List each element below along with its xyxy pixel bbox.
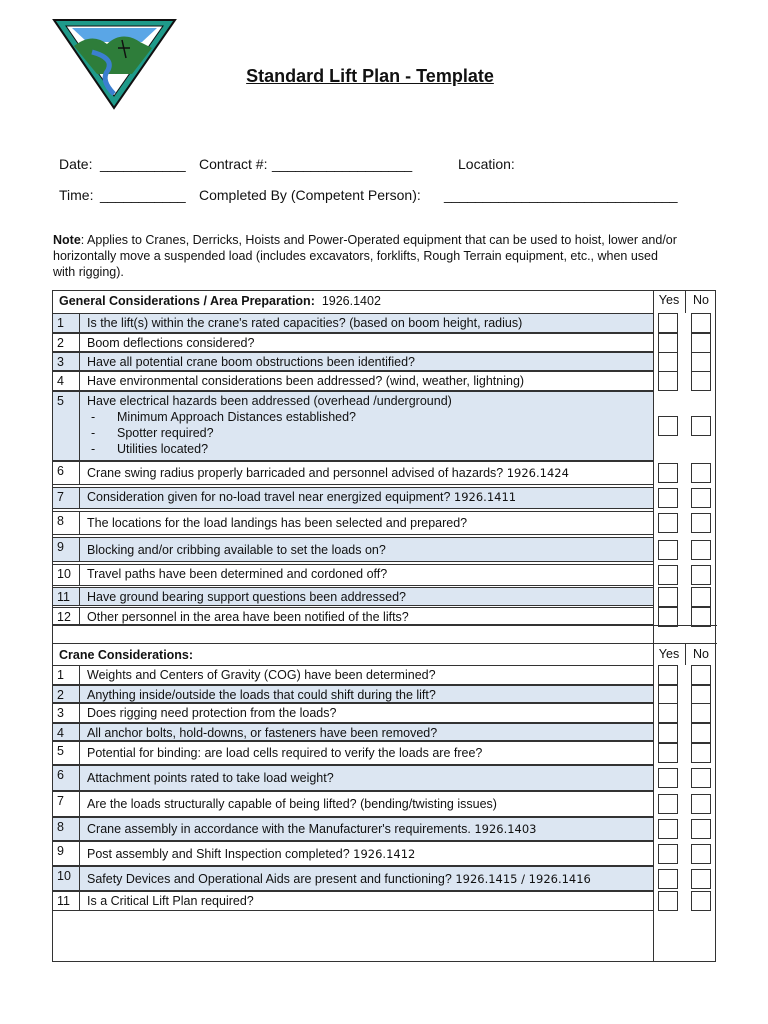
regulation-code: 1926.1415 / 1926.1416 <box>455 872 591 886</box>
checklist-row <box>53 817 653 841</box>
yes-checkbox[interactable] <box>658 352 678 372</box>
time-label: Time: <box>59 187 94 203</box>
question-label: The locations for the load landings has been selected and prepared? <box>87 516 468 530</box>
row-number: 3 <box>57 355 64 369</box>
no-checkbox[interactable] <box>691 685 711 705</box>
row-divider <box>79 512 80 534</box>
yes-checkbox[interactable] <box>658 587 678 607</box>
question-text <box>87 466 569 480</box>
row-divider <box>79 588 80 605</box>
no-checkbox[interactable] <box>691 768 711 788</box>
row-number: 6 <box>57 768 64 782</box>
row-number: 1 <box>57 668 64 682</box>
row-divider <box>79 686 80 702</box>
row-divider <box>79 892 80 910</box>
row-divider <box>79 666 80 684</box>
question-label: Other personnel in the area have been notified of the lifts? <box>87 610 409 624</box>
checklist-row <box>53 703 653 723</box>
no-checkbox[interactable] <box>691 723 711 743</box>
row-number: 8 <box>57 820 64 834</box>
row-number: 1 <box>57 316 64 330</box>
row-divider <box>79 608 80 624</box>
question-label: Have electrical hazards been addressed (overhead /underground) <box>87 394 452 408</box>
date-field[interactable]: ___________ <box>100 156 186 172</box>
yes-checkbox[interactable] <box>658 891 678 911</box>
checklist-row <box>53 537 653 562</box>
row-number: 8 <box>57 514 64 528</box>
row-divider <box>79 334 80 351</box>
no-checkbox[interactable] <box>691 587 711 607</box>
yes-checkbox[interactable] <box>658 488 678 508</box>
question-label: Anything inside/outside the loads that could shift during the lift? <box>87 688 436 702</box>
regulation-code: 1926.1403 <box>474 822 537 836</box>
no-checkbox[interactable] <box>691 665 711 685</box>
section-general-heading: General Considerations / Area Preparation: 1926.1402 <box>59 294 381 308</box>
no-checkbox[interactable] <box>691 513 711 533</box>
question-text <box>87 847 415 861</box>
yes-checkbox[interactable] <box>658 513 678 533</box>
yes-column-header: Yes <box>658 293 680 307</box>
question-text <box>87 797 497 811</box>
question-label: Boom deflections considered? <box>87 336 255 350</box>
question-text <box>87 746 482 760</box>
row-divider <box>79 742 80 764</box>
row-number: 5 <box>57 394 64 408</box>
row-number: 3 <box>57 706 64 720</box>
row-divider <box>79 565 80 585</box>
question-label: Consideration given for no-load travel near energized equipment? <box>87 490 451 504</box>
question-label: Are the loads structurally capable of being lifted? (bending/twisting issues) <box>87 797 497 811</box>
question-label: Post assembly and Shift Inspection completed? <box>87 847 350 861</box>
question-label: Potential for binding: are load cells required to verify the loads are free? <box>87 746 483 760</box>
checklist-row <box>53 891 653 911</box>
question-text <box>87 374 524 388</box>
row-divider <box>79 842 80 865</box>
no-checkbox[interactable] <box>691 352 711 372</box>
yes-checkbox[interactable] <box>658 313 678 333</box>
yes-checkbox[interactable] <box>658 703 678 723</box>
no-checkbox[interactable] <box>691 313 711 333</box>
question-text <box>87 590 406 604</box>
yes-checkbox[interactable] <box>658 768 678 788</box>
yes-checkbox[interactable] <box>658 333 678 353</box>
question-text <box>87 355 415 369</box>
row-number: 7 <box>57 794 64 808</box>
row-number: 12 <box>57 610 71 624</box>
question-text <box>87 543 386 557</box>
agency-logo <box>52 18 177 110</box>
no-checkbox[interactable] <box>691 463 711 483</box>
question-label: Have environmental considerations been addressed? (wind, weather, lightning) <box>87 374 525 388</box>
row-divider <box>79 488 80 508</box>
note-text: : Applies to Cranes, Derricks, Hoists and Power-Operated equipment that can be used to hoist, lower and/or horizontally move a suspended load (includes excavators, forklifts, Rough Terrain equipment, etc., when used with rigging). <box>53 233 677 279</box>
yes-checkbox[interactable] <box>658 869 678 889</box>
question-label: Does rigging need protection from the loads? <box>87 706 337 720</box>
regulation-code: 1926.1424 <box>506 466 569 480</box>
row-divider <box>79 372 80 390</box>
row-number: 10 <box>57 567 71 581</box>
no-column-header: No <box>693 647 709 661</box>
question-label: All anchor bolts, hold-downs, or fasteners have been removed? <box>87 726 438 740</box>
question-text <box>87 771 334 785</box>
question-label: Attachment points rated to take load weight? <box>87 771 334 785</box>
row-divider <box>79 724 80 740</box>
note-paragraph <box>53 232 683 280</box>
checklist-row <box>53 487 653 509</box>
question-text <box>87 894 254 908</box>
row-divider <box>79 818 80 840</box>
regulation-code: 1926.1412 <box>353 847 416 861</box>
yes-checkbox[interactable] <box>658 743 678 763</box>
yes-checkbox[interactable] <box>658 607 678 627</box>
no-column-header: No <box>693 293 709 307</box>
yes-checkbox[interactable] <box>658 540 678 560</box>
yes-checkbox[interactable] <box>658 794 678 814</box>
no-checkbox[interactable] <box>691 819 711 839</box>
checklist-row <box>53 841 653 866</box>
question-text <box>87 726 437 740</box>
yes-checkbox[interactable] <box>658 685 678 705</box>
contract-field[interactable]: __________________ <box>272 156 413 172</box>
row-divider <box>79 766 80 790</box>
checklist-row <box>53 665 653 685</box>
row-number: 10 <box>57 869 71 883</box>
yes-checkbox[interactable] <box>658 723 678 743</box>
question-text <box>87 688 436 702</box>
row-number: 5 <box>57 744 64 758</box>
checklist-row <box>53 333 653 352</box>
row-number: 2 <box>57 336 64 350</box>
checklist-row <box>53 391 653 461</box>
no-checkbox[interactable] <box>691 703 711 723</box>
checklist-row <box>53 564 653 586</box>
yes-column-header: Yes <box>658 647 680 661</box>
question-text <box>87 490 516 504</box>
sub-question: - Minimum Approach Distances established? <box>91 410 357 424</box>
question-label: Safety Devices and Operational Aids are present and functioning? <box>87 872 452 886</box>
row-divider <box>79 462 80 484</box>
no-checkbox[interactable] <box>691 371 711 391</box>
question-label: Have all potential crane boom obstructions been identified? <box>87 355 415 369</box>
checklist-row <box>53 741 653 765</box>
question-label: Crane swing radius properly barricaded and personnel advised of hazards? <box>87 466 504 480</box>
row-divider <box>79 314 80 332</box>
yes-checkbox[interactable] <box>658 463 678 483</box>
no-checkbox[interactable] <box>691 743 711 763</box>
completed-by-field[interactable]: ______________________________ <box>444 187 678 203</box>
regulation-code: 1926.1411 <box>453 490 517 504</box>
date-label: Date: <box>59 156 93 172</box>
checklist-row <box>53 765 653 791</box>
checklist-row <box>53 587 653 606</box>
question-label: Blocking and/or cribbing available to set the loads on? <box>87 543 386 557</box>
yes-checkbox[interactable] <box>658 416 678 436</box>
row-divider <box>79 392 80 460</box>
note-label: Note <box>53 233 81 247</box>
row-divider <box>79 867 80 890</box>
question-text <box>87 567 387 581</box>
time-field[interactable]: ___________ <box>100 187 186 203</box>
completed-by-label: Completed By (Competent Person): <box>199 187 421 203</box>
row-divider <box>79 353 80 370</box>
question-text <box>87 822 537 836</box>
row-divider <box>79 538 80 561</box>
no-checkbox[interactable] <box>691 844 711 864</box>
question-label: Is a Critical Lift Plan required? <box>87 894 254 908</box>
question-text <box>87 336 254 350</box>
no-checkbox[interactable] <box>691 869 711 889</box>
question-text <box>87 394 452 408</box>
checklist-row <box>53 685 653 703</box>
yes-checkbox[interactable] <box>658 371 678 391</box>
yes-checkbox[interactable] <box>658 665 678 685</box>
no-checkbox[interactable] <box>691 607 711 627</box>
row-number: 2 <box>57 688 64 702</box>
question-text <box>87 872 591 886</box>
question-label: Crane assembly in accordance with the Manufacturer's requirements. <box>87 822 471 836</box>
sub-question: - Utilities located? <box>91 442 209 456</box>
contract-label: Contract #: <box>199 156 268 172</box>
row-number: 4 <box>57 726 64 740</box>
page-title: Standard Lift Plan - Template <box>246 66 494 86</box>
location-label: Location: <box>458 156 515 172</box>
row-number: 6 <box>57 464 64 478</box>
no-checkbox[interactable] <box>691 333 711 353</box>
checklist-row <box>53 511 653 535</box>
checklist-table <box>52 290 716 962</box>
no-checkbox[interactable] <box>691 540 711 560</box>
no-checkbox[interactable] <box>691 794 711 814</box>
question-label: Is the lift(s) within the crane's rated capacities? (based on boom height, radius) <box>87 316 523 330</box>
row-divider <box>79 704 80 722</box>
checklist-row <box>53 352 653 371</box>
question-text <box>87 706 336 720</box>
checklist-row <box>53 607 653 625</box>
no-checkbox[interactable] <box>691 891 711 911</box>
row-number: 9 <box>57 540 64 554</box>
question-text <box>87 610 409 624</box>
row-number: 4 <box>57 374 64 388</box>
row-number: 11 <box>57 894 70 908</box>
checklist-row <box>53 791 653 817</box>
question-label: Have ground bearing support questions been addressed? <box>87 590 406 604</box>
row-number: 9 <box>57 844 64 858</box>
section-crane-heading: Crane Considerations: <box>59 648 194 662</box>
question-text <box>87 668 436 682</box>
yes-checkbox[interactable] <box>658 565 678 585</box>
row-number: 11 <box>57 590 70 604</box>
no-checkbox[interactable] <box>691 565 711 585</box>
yes-checkbox[interactable] <box>658 844 678 864</box>
checklist-row <box>53 866 653 891</box>
question-text <box>87 516 467 530</box>
checklist-row <box>53 723 653 741</box>
question-label: Weights and Centers of Gravity (COG) have been determined? <box>87 668 436 682</box>
checklist-row <box>53 371 653 391</box>
question-text <box>87 316 522 330</box>
checklist-row <box>53 313 653 333</box>
no-checkbox[interactable] <box>691 416 711 436</box>
sub-question: - Spotter required? <box>91 426 214 440</box>
question-label: Travel paths have been determined and cordoned off? <box>87 567 388 581</box>
row-number: 7 <box>57 490 64 504</box>
row-divider <box>79 792 80 816</box>
yes-checkbox[interactable] <box>658 819 678 839</box>
no-checkbox[interactable] <box>691 488 711 508</box>
checklist-row <box>53 461 653 485</box>
